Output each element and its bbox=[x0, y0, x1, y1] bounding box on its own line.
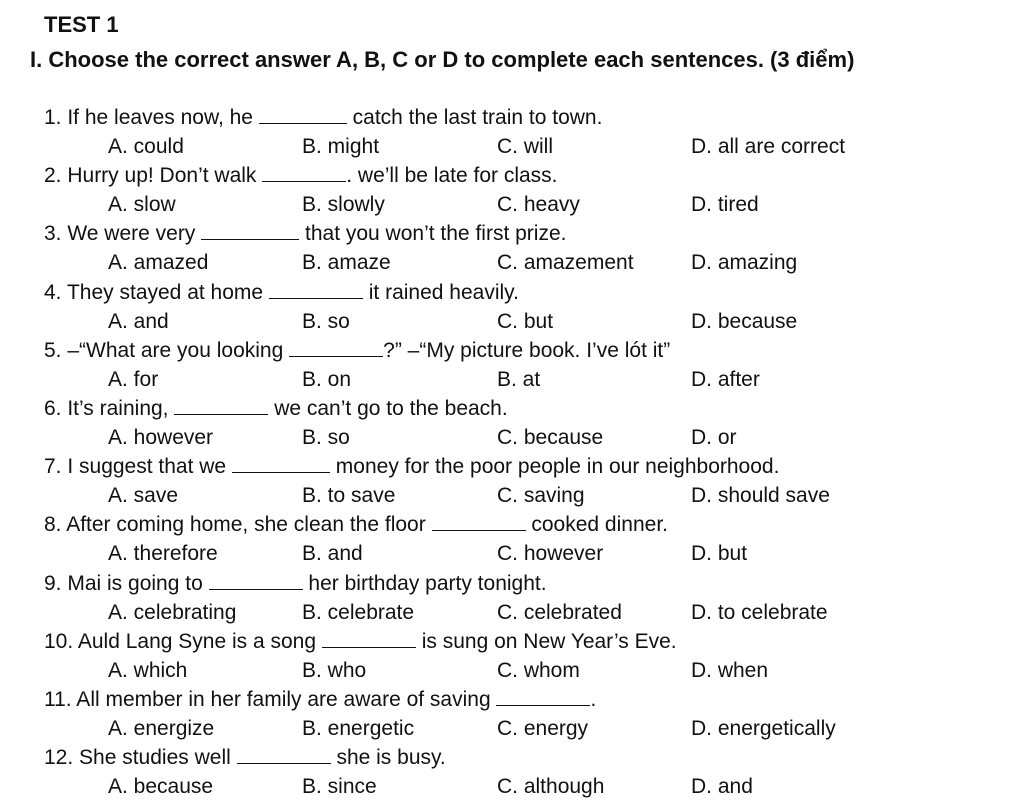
option-a: A. could bbox=[108, 135, 184, 158]
question-3 bbox=[44, 219, 1014, 248]
option-c: C. although bbox=[497, 775, 605, 799]
question-text-after: cooked dinner. bbox=[525, 513, 668, 537]
option-d: D. should save bbox=[691, 484, 830, 508]
option-c: C. will bbox=[497, 135, 553, 158]
option-a: A. however bbox=[108, 426, 214, 449]
option-c: C. however bbox=[497, 542, 604, 566]
option-c: C. heavy bbox=[497, 193, 580, 217]
question-text-after: that you won’t the first prize. bbox=[299, 222, 567, 246]
option-d: D. because bbox=[691, 309, 798, 333]
answer-options bbox=[0, 248, 1024, 277]
answer-options bbox=[0, 598, 1024, 627]
question-text-before: 7. I suggest that we bbox=[44, 455, 232, 479]
answer-blank bbox=[262, 161, 346, 182]
question-8 bbox=[44, 510, 1014, 539]
question-text-after: ?” –“My picture book. I’ve lót it” bbox=[383, 338, 671, 362]
option-d: D. and bbox=[691, 775, 753, 799]
question-4 bbox=[44, 278, 1014, 307]
answer-options bbox=[0, 307, 1024, 336]
option-a: A. slow bbox=[108, 193, 176, 217]
question-text-before: 1. If he leaves now, he bbox=[44, 106, 259, 129]
answer-blank bbox=[432, 510, 526, 531]
option-c: C. because bbox=[497, 426, 604, 449]
answer-options bbox=[0, 365, 1024, 394]
question-text-before: 11. All member in her family are aware of saving bbox=[44, 688, 497, 711]
option-b: B. to save bbox=[302, 484, 396, 508]
option-d: D. tired bbox=[691, 193, 759, 217]
option-b: B. so bbox=[302, 309, 350, 333]
option-b: B. on bbox=[302, 367, 352, 391]
question-text-after: . we’ll be late for class. bbox=[346, 164, 558, 188]
answer-options bbox=[0, 132, 1024, 161]
answer-blank bbox=[209, 569, 303, 590]
option-d: D. after bbox=[691, 367, 760, 391]
question-text-after: we can’t go to the beach. bbox=[268, 397, 508, 420]
option-a: A. because bbox=[108, 775, 214, 799]
question-text-before: 3. We were very bbox=[44, 222, 202, 246]
question-7 bbox=[44, 452, 1014, 481]
question-text-before: 10. Auld Lang Syne is a song bbox=[44, 629, 322, 653]
option-c: C. energy bbox=[497, 717, 589, 740]
option-c: C. whom bbox=[497, 658, 580, 682]
question-text-after: she is busy. bbox=[330, 746, 446, 770]
option-a: A. celebrating bbox=[108, 600, 237, 624]
option-b: B. energetic bbox=[302, 717, 415, 740]
question-6 bbox=[44, 394, 1014, 423]
answer-options bbox=[0, 539, 1024, 568]
answer-options bbox=[0, 190, 1024, 219]
question-text-before: 5. –“What are you looking bbox=[44, 338, 290, 362]
answer-blank bbox=[174, 394, 268, 415]
option-b: B. who bbox=[302, 658, 367, 682]
answer-options bbox=[0, 656, 1024, 685]
question-text-after: is sung on New Year’s Eve. bbox=[415, 629, 677, 653]
option-d: D. all are correct bbox=[691, 135, 846, 158]
answer-blank bbox=[237, 743, 331, 764]
answer-blank bbox=[322, 627, 416, 648]
question-text-before: 4. They stayed at home bbox=[44, 280, 269, 304]
answer-blank bbox=[289, 336, 383, 357]
option-a: A. amazed bbox=[108, 251, 209, 275]
option-c: C. but bbox=[497, 309, 554, 333]
option-d: D. when bbox=[691, 658, 769, 682]
question-10 bbox=[44, 627, 1014, 656]
option-b: B. so bbox=[302, 426, 350, 449]
option-b: B. celebrate bbox=[302, 600, 415, 624]
question-text-before: 6. It’s raining, bbox=[44, 397, 175, 420]
option-b: B. slowly bbox=[302, 193, 385, 217]
answer-blank bbox=[232, 452, 330, 473]
question-2 bbox=[44, 161, 1014, 190]
answer-options bbox=[0, 423, 1024, 452]
question-9 bbox=[44, 569, 1014, 598]
option-c: C. saving bbox=[497, 484, 585, 508]
question-5 bbox=[44, 336, 1014, 365]
question-text-after: money for the poor people in our neighborhood. bbox=[329, 455, 780, 479]
option-d: D. but bbox=[691, 542, 748, 566]
question-1 bbox=[44, 103, 1014, 132]
option-c: B. at bbox=[497, 367, 541, 391]
question-text-after: her birthday party tonight. bbox=[302, 571, 547, 595]
question-text-after: . bbox=[590, 688, 597, 711]
question-text-after: it rained heavily. bbox=[362, 280, 519, 304]
option-a: A. for bbox=[108, 367, 159, 391]
option-d: D. amazing bbox=[691, 251, 798, 275]
option-a: A. which bbox=[108, 658, 188, 682]
answer-blank bbox=[269, 278, 363, 299]
answer-options bbox=[0, 772, 1024, 801]
option-a: A. energize bbox=[108, 717, 215, 740]
option-a: A. and bbox=[108, 309, 169, 333]
question-12 bbox=[44, 743, 1014, 772]
option-b: B. might bbox=[302, 135, 380, 158]
test-title: TEST 1 bbox=[44, 12, 119, 37]
option-d: D. or bbox=[691, 426, 737, 449]
option-c: C. celebrated bbox=[497, 600, 622, 624]
option-b: B. since bbox=[302, 775, 377, 799]
answer-blank bbox=[496, 685, 590, 706]
answer-options bbox=[0, 481, 1024, 510]
option-b: B. amaze bbox=[302, 251, 391, 275]
question-text-before: 12. She studies well bbox=[44, 746, 237, 770]
option-d: D. to celebrate bbox=[691, 600, 828, 624]
answer-options bbox=[0, 714, 1024, 743]
section-heading: I. Choose the correct answer A, B, C or D to complete each sentences. (3 điểm) bbox=[30, 47, 855, 72]
option-b: B. and bbox=[302, 542, 363, 566]
option-a: A. save bbox=[108, 484, 179, 508]
question-11 bbox=[44, 685, 1014, 714]
option-c: C. amazement bbox=[497, 251, 634, 275]
question-text-before: 2. Hurry up! Don’t walk bbox=[44, 164, 263, 188]
question-text-after: catch the last train to town. bbox=[346, 106, 603, 129]
question-text-before: 8. After coming home, she clean the floor bbox=[44, 513, 432, 537]
answer-blank bbox=[201, 219, 299, 240]
option-d: D. energetically bbox=[691, 717, 836, 740]
question-text-before: 9. Mai is going to bbox=[44, 571, 209, 595]
option-a: A. therefore bbox=[108, 542, 218, 566]
answer-blank bbox=[259, 103, 347, 124]
